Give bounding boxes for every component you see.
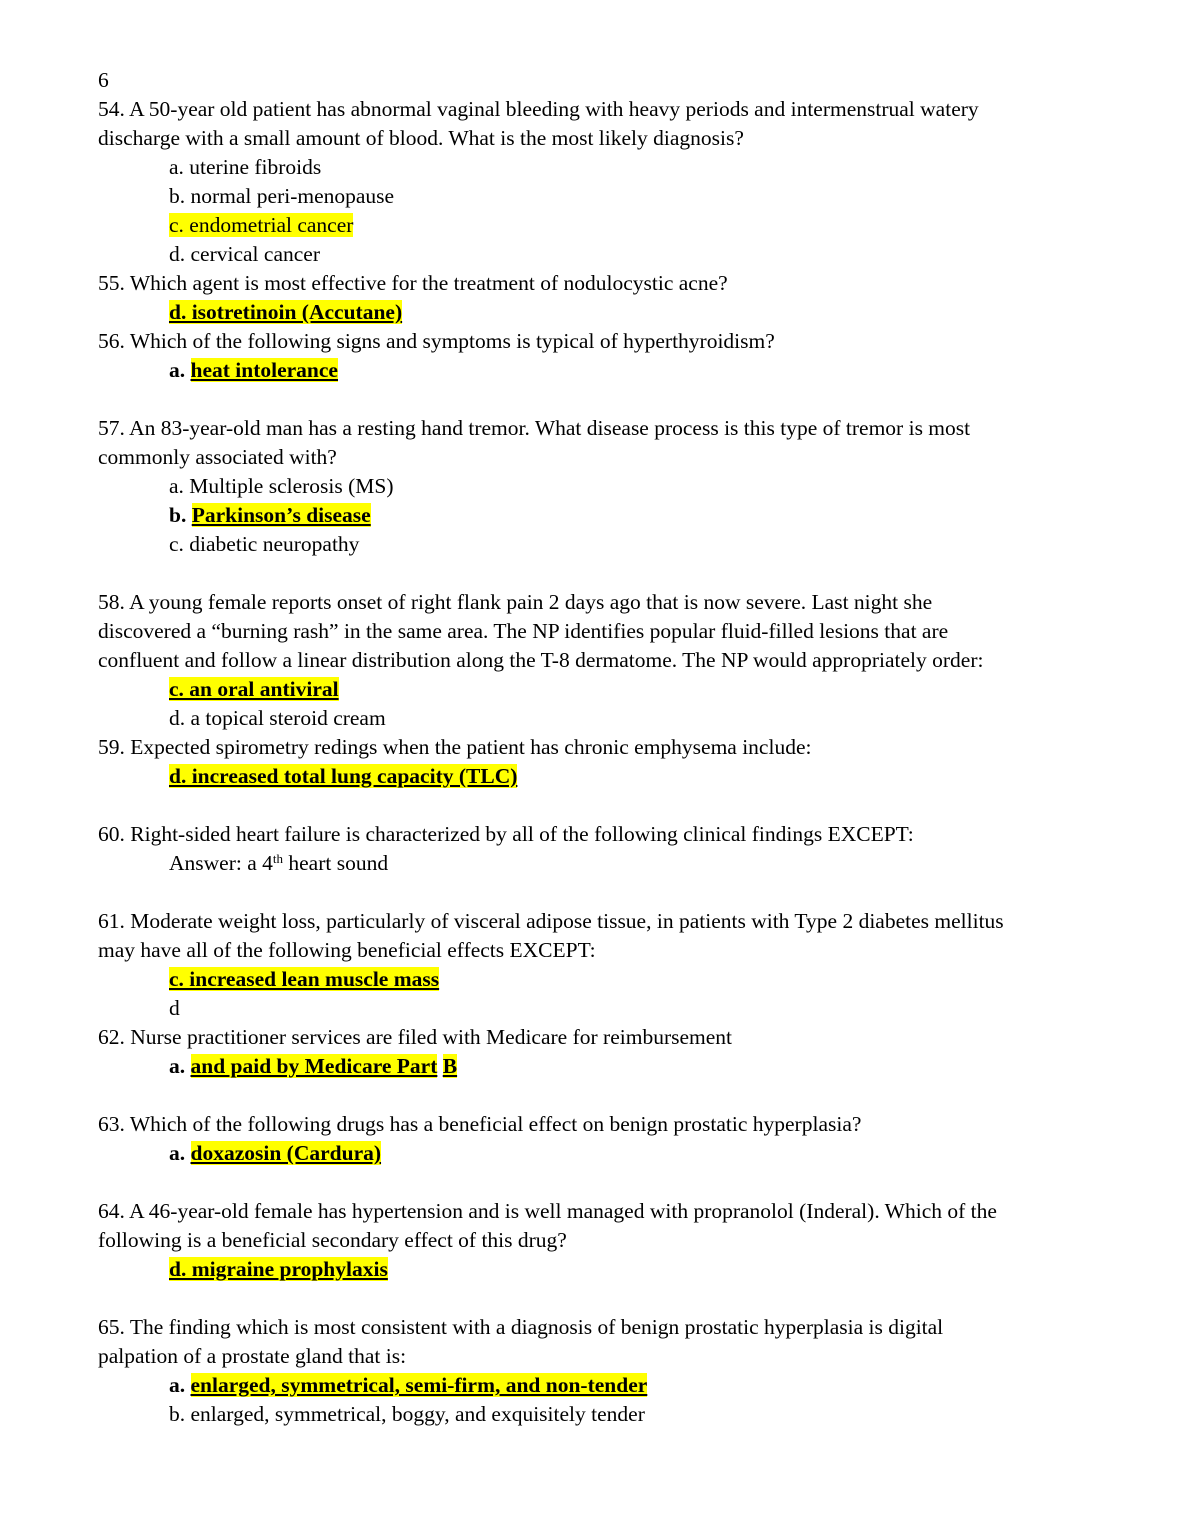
spacer [98,791,1098,820]
question-54-stem-line-1: 54. A 50-year old patient has abnormal vaginal bleeding with heavy periods and intermenstrual watery [98,97,979,121]
ordinal-superscript: th [272,851,284,866]
document-page [98,66,1098,1429]
question-64-stem-line-1: 64. A 46-year-old female has hypertension and is well managed with propranolol (Inderal). Which of the [98,1199,997,1223]
question-54-option-d: d. cervical cancer [169,242,320,266]
question-58-stem-line-3: confluent and follow a linear distribution along the T-8 dermatome. The NP would appropriately order: [98,648,984,672]
question-60-answer: Answer: a 4th heart sound [169,851,389,875]
answer-letter: a. [169,1373,186,1397]
question-55-stem: 55. Which agent is most effective for the treatment of nodulocystic acne? [98,271,728,295]
question-62-answer [98,1052,1098,1081]
answer-letter: a. [169,358,186,382]
spacer [98,1284,1098,1313]
spacer [98,1081,1098,1110]
question-56-stem: 56. Which of the following signs and symptoms is typical of hyperthyroidism? [98,329,775,353]
question-57-option-a: a. Multiple sclerosis (MS) [169,474,394,498]
spacer [98,878,1098,907]
question-58-answer [98,675,1098,704]
question-61-answer [98,965,1098,994]
question-63-answer [98,1139,1098,1168]
spacer [98,1168,1098,1197]
answer-letter: b. [169,503,187,527]
highlighted-answer: enlarged, symmetrical, semi-firm, and non-tender [190,1373,648,1397]
answer-letter: a. [169,1054,186,1078]
question-65-answer [98,1371,1098,1400]
question-61-extra: d [169,996,180,1020]
question-54-option-c-answer [98,211,1098,240]
question-57-stem-line-1: 57. An 83-year-old man has a resting hand tremor. What disease process is this type of tremor is most [98,416,971,440]
question-60-stem: 60. Right-sided heart failure is characterized by all of the following clinical findings EXCEPT: [98,822,914,846]
highlighted-answer: d. migraine prophylaxis [169,1257,388,1281]
page-number: 6 [98,68,109,92]
question-65-stem-line-1: 65. The finding which is most consistent with a diagnosis of benign prostatic hyperplasia is digital [98,1315,944,1339]
question-58-option-d: d. a topical steroid cream [169,706,386,730]
question-65-option-b: b. enlarged, symmetrical, boggy, and exquisitely tender [169,1402,645,1426]
highlighted-answer: c. increased lean muscle mass [169,967,440,991]
question-56-answer [98,356,1098,385]
question-57-stem-line-2: commonly associated with? [98,445,337,469]
question-54-option-b: b. normal peri-menopause [169,184,395,208]
highlighted-answer: doxazosin (Cardura) [190,1141,382,1165]
question-58-stem-line-2: discovered a “burning rash” in the same area. The NP identifies popular fluid-filled lesions that are [98,619,949,643]
question-61-stem-line-1: 61. Moderate weight loss, particularly of visceral adipose tissue, in patients with Type 2 diabetes mellitus [98,909,1004,933]
highlighted-answer: heat intolerance [190,358,338,382]
highlighted-answer: c. endometrial cancer [169,213,354,237]
question-59-stem: 59. Expected spirometry redings when the patient has chronic emphysema include: [98,735,812,759]
highlighted-answer: c. an oral antiviral [169,677,339,701]
highlighted-answer-part: B [442,1054,458,1078]
question-65-stem-line-2: palpation of a prostate gland that is: [98,1344,407,1368]
question-64-stem-line-2: following is a beneficial secondary effect of this drug? [98,1228,567,1252]
question-64-answer [98,1255,1098,1284]
question-58-stem-line-1: 58. A young female reports onset of right flank pain 2 days ago that is now severe. Last night she [98,590,933,614]
highlighted-answer: and paid by Medicare Part [190,1054,438,1078]
question-57-option-c: c. diabetic neuropathy [169,532,360,556]
answer-letter: a. [169,1141,186,1165]
spacer [98,385,1098,414]
highlighted-answer: Parkinson’s disease [191,503,371,527]
question-61-stem-line-2: may have all of the following beneficial effects EXCEPT: [98,938,596,962]
highlighted-answer: d. isotretinoin (Accutane) [169,300,403,324]
question-55-answer [98,298,1098,327]
highlighted-answer: d. increased total lung capacity (TLC) [169,764,518,788]
question-63-stem: 63. Which of the following drugs has a beneficial effect on benign prostatic hyperplasia? [98,1112,862,1136]
question-57-answer [98,501,1098,530]
question-62-stem: 62. Nurse practitioner services are filed with Medicare for reimbursement [98,1025,732,1049]
question-59-answer [98,762,1098,791]
question-54-option-a: a. uterine fibroids [169,155,322,179]
spacer [98,559,1098,588]
question-54-stem-line-2: discharge with a small amount of blood. What is the most likely diagnosis? [98,126,744,150]
